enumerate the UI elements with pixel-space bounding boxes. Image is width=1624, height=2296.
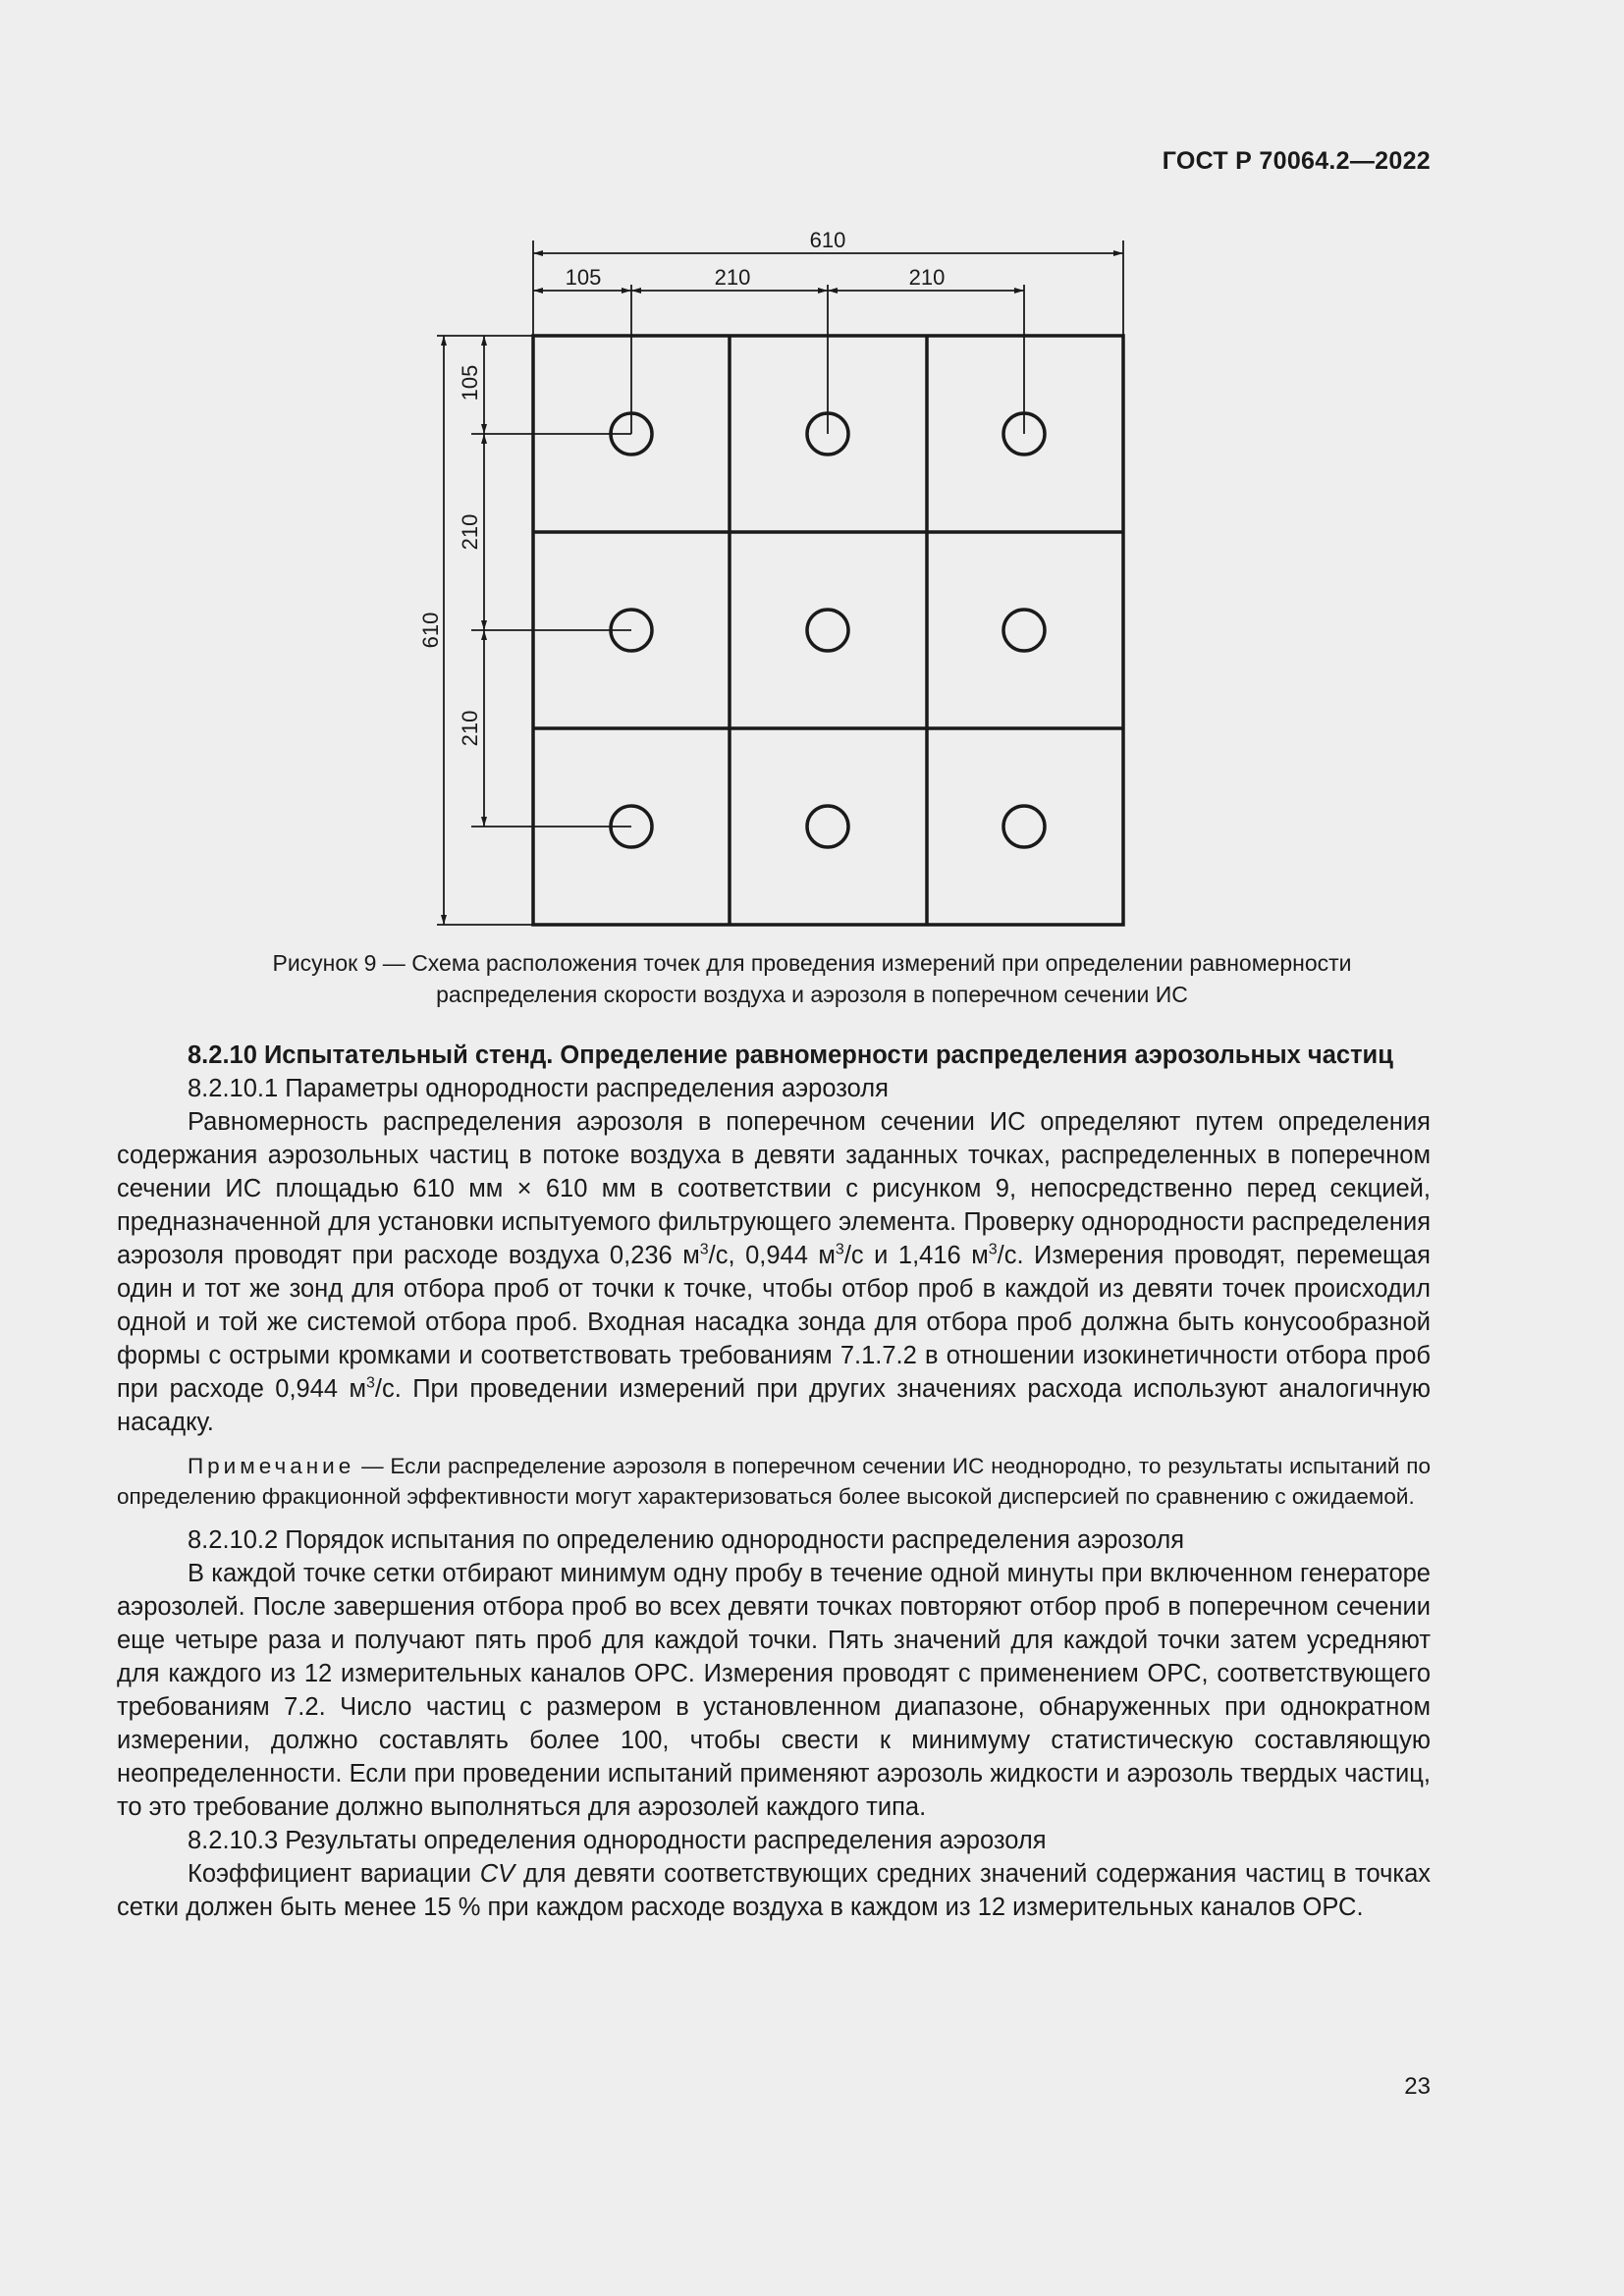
paragraph-test-procedure: В каждой точке сетки отбирают минимум одну пробу в течение одной минуты при включенном генераторе аэрозолей. После завершения отбора проб во всех девяти точках повторяют отбор проб в поперечном сечении еще четыре раза и получают пять проб для каждой точки. Пять значений для каждой точки затем усредняют для каждого из 12 измерительных каналов ОРС. Измерения проводят с применением ОРС, соответствующего требованиям 7.2. Число частиц с размером в установленном диапазоне, обнаруженных при однократном измерении, должно составлять более 100, чтобы свести к минимуму статистическую составляющую неопределенности. Если при проведении испытаний применяют аэрозоль жидкости и аэрозоль твердых частиц, то это требование должно выполняться для аэрозолей каждого типа.: [117, 1560, 1431, 1821]
dim-left-third: 210: [458, 710, 482, 747]
measuring-point: [1003, 806, 1045, 847]
page-number: 23: [1404, 2073, 1431, 2100]
paragraph-results: Коэффициент вариации CV для девяти соответствующих средних значений содержания частиц в точках сетки должен быть менее 15 % при каждом расходе воздуха в каждом из 12 измерительных каналов ОРС.: [117, 1860, 1432, 1921]
extension-lines: [437, 240, 1123, 925]
dim-left-second: 210: [458, 513, 482, 551]
measuring-points: [611, 413, 1045, 847]
dim-top-first: 105: [565, 265, 602, 290]
subsection-title-3: 8.2.10.3 Результаты определения однородности распределения аэрозоля: [188, 1827, 1047, 1854]
figure-caption: [118, 947, 1506, 1010]
dim-left-total: 610: [418, 612, 443, 649]
body-text: [117, 1039, 1431, 1924]
section-heading: 8.2.10 Испытательный стенд. Определение равномерности распределения аэрозольных частиц: [188, 1041, 1393, 1069]
subsection-title-1: 8.2.10.1 Параметры однородности распределения аэрозоля: [188, 1075, 889, 1102]
note-label: Примечание: [188, 1454, 355, 1478]
measuring-point: [807, 610, 848, 651]
figure-9-diagram: [393, 221, 1159, 933]
measuring-point: [1003, 610, 1045, 651]
dim-top-third: 210: [908, 265, 946, 290]
caption-line-2: распределения скорости воздуха и аэрозоля в поперечном сечении ИС: [436, 982, 1188, 1007]
paragraph-uniformity-parameters: Равномерность распределения аэрозоля в поперечном сечении ИС определяют путем определения содержания аэрозольных частиц в потоке воздуха в девяти заданных точках, распределенных в поперечном сечении ИС площадью 610 мм × 610 мм в соответствии с рисунком 9, непосредственно перед секцией, предназначенной для установки испытуемого фильтрующего элемента. Проверку однородности распределения аэрозоля проводят при расходе воздуха 0,236 $м^3/с$, 0,944 $м^3/с$ и 1,416 $м^3/с$. Измерения проводят, перемещая один и тот же зонд для отбора проб от точки к точке, чтобы отбор проб в каждой из девяти точек происходил одной и той же системой отбора проб. Входная насадка зонда для отбора проб должна быть конусообразной формы с острыми кромками и соответствовать требованиям 7.1.7.2 в отношении изокинетичности отбора проб при расходе 0,944 $м^3/с$. При проведении измерений при других значениях расхода используют аналогичную насадку.: [117, 1108, 1431, 1436]
subsection-title-2: 8.2.10.2 Порядок испытания по определению однородности распределения аэрозоля: [188, 1526, 1185, 1554]
caption-line-1: Рисунок 9 — Схема расположения точек для проведения измерений при определении равномерности: [272, 950, 1352, 976]
document-id-header: ГОСТ Р 70064.2—2022: [1162, 147, 1431, 175]
measuring-point: [807, 806, 848, 847]
dim-top-second: 210: [714, 265, 751, 290]
dimension-lines: [444, 253, 1123, 925]
dim-left-first: 105: [458, 364, 482, 401]
note-paragraph: Примечание — Если распределение аэрозоля в поперечном сечении ИС неоднородно, то результаты испытаний по определению фракционной эффективности могут характеризоваться более высокой дисперсией по сравнению с ожидаемой.: [117, 1454, 1431, 1509]
dim-top-total: 610: [809, 228, 846, 252]
